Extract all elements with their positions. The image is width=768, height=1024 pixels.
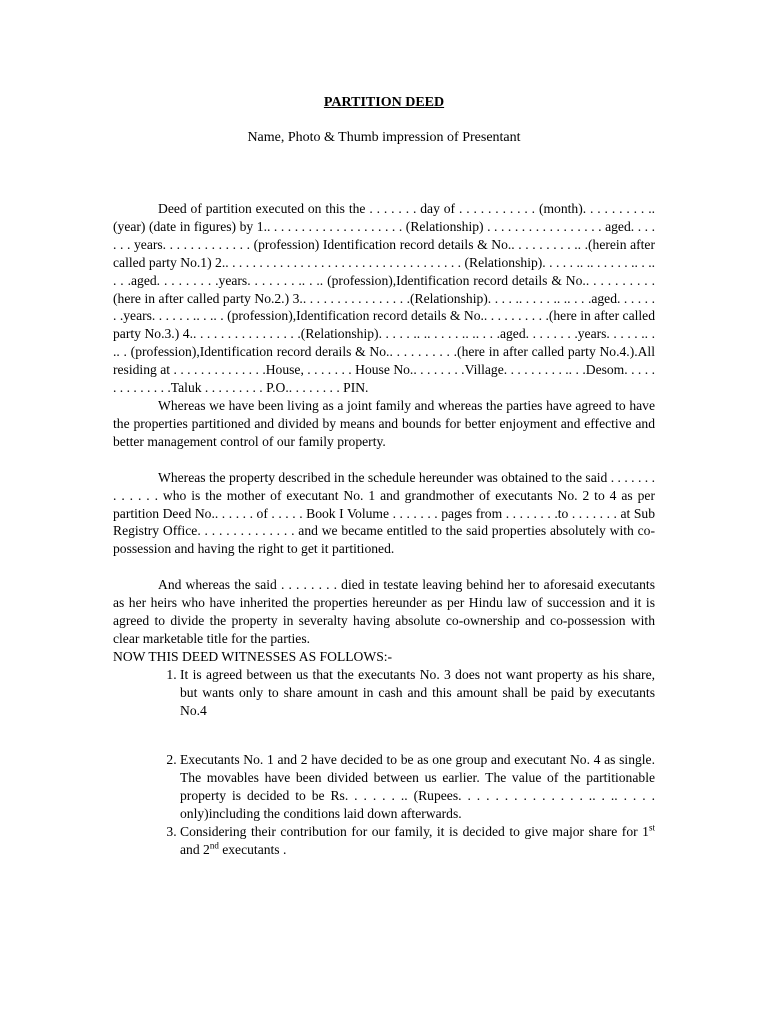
document-subtitle: Name, Photo & Thumb impression of Presentant <box>247 130 521 145</box>
list-item: 1. It is agreed between us that the executants No. 3 does not want property as his share, but wants only to share amount in cash and this amount shall be paid by executants No.4 <box>180 666 655 720</box>
document-body <box>113 200 655 859</box>
document-title: PARTITION DEED <box>323 95 445 110</box>
witness-heading: NOW THIS DEED WITNESSES AS FOLLOWS:- <box>113 648 393 664</box>
paragraph-succession: And whereas the said . . . . . . . . died in testate leaving behind her to aforesaid executants as her heirs who have inherited the properties hereunder as per Hindu law of succession and it is agreed to divide the property in severalty having absolute co-ownership and co-possession with clear marketable title for the parties. <box>113 577 655 646</box>
list-item: 2. Executants No. 1 and 2 have decided to be as one group and executant No. 4 as single. The movables have been divided between us earlier. The value of the partitionable property is decided to be Rs. . . . . . .. (Rupees. . . . . . . . . . . . . . .. . .. . . . . only)including the conditions laid down afterwards. <box>180 751 655 823</box>
paragraph-joint-family: Whereas we have been living as a joint family and whereas the parties have agreed to have the properties partitioned and divided by means and bounds for better enjoyment and effective and better management control of our family property. <box>113 397 655 449</box>
paragraph-parties: Deed of partition executed on this the . . . . . . . day of . . . . . . . . . . . (month). . . . . . . . . .. (year) (date in figures) by 1.. . . . . . . . . . . . . . . . . . . . (Relationship) . . . . . . . . . . . . . . . . . aged. . . . . . . years. . . . . . . . . . . . . (profession) Identification record details & No.. . . . . . . . . .. .(herein after called party No.1) 2.. . . . . . . . . . . . . . . . . . . . . . . . . . . . . . . . . . . (Relationship). . . . . .. .. . . . . . .. . .. . . .aged. . . . . . . . .years. . . . . . . .. . .. (profession),Identification record details & No.. . . . . . . . . .(here in after called party No.2.) 3.. . . . . . . . . . . . . . . .(Relationship). . . . .. . . . . .. .. . . .aged. . . . . . . .years. . . . . . .. . .. . (profession),Identification record details & No.. . . . . . . . . .(here in after called party No.3.) 4.. . . . . . . . . . . . . . . .(Relationship). . . . . .. .. . . . . .. .. . . .aged. . . . . . . .years. . . . . .. . .. . (profession),Identification record derails & No.. . . . . . . . . .(here in after called party No.4.).All residing at . . . . . . . . . . . . . .House, . . . . . . . House No.. . . . . . . .Village. . . . . . . . . .. . .Desom. . . . . . . . . . . . . .Taluk . . . . . . . . . P.O.. . . . . . . . PIN. <box>113 201 655 396</box>
list-item: 3. Considering their contribution for our family, it is decided to give major share for 1st and 2nd executants . <box>180 823 655 859</box>
paragraph-property-origin: Whereas the property described in the schedule hereunder was obtained to the said . . . . . . . . . . . . . who is the mother of executant No. 1 and grandmother of executants No. 2 to 4 as per partition Deed No.. . . . . . of . . . . . Book I Volume . . . . . . . pages from . . . . . . . .to . . . . . . . at Sub Registry Office. . . . . . . . . . . . . . and we became entitled to the said properties absolutely with co-possession and having the right to get it partitioned. <box>113 469 655 557</box>
clause-list <box>113 666 655 859</box>
